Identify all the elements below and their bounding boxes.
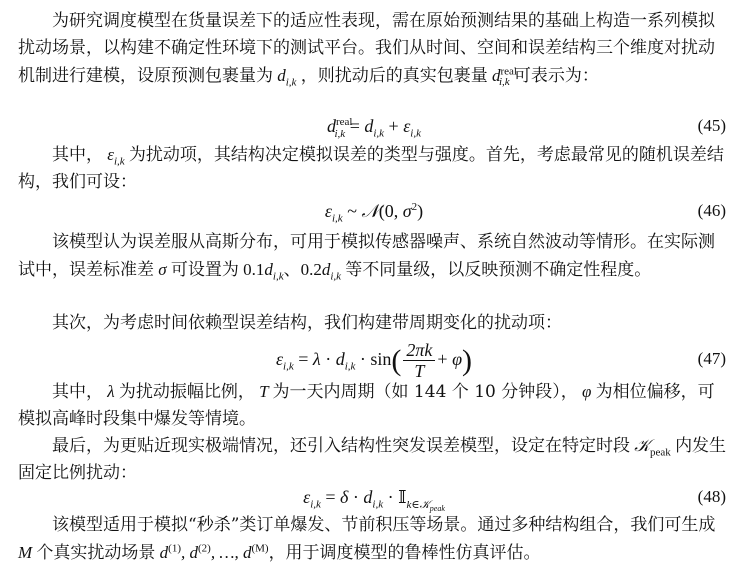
paragraph-periodic-params — [18, 378, 730, 433]
equation-48-formula: $\varepsilon_{i,k} = \delta \cdot d_{i,k}$ · 𝕀$_{k\in 𝒦_{peak}}$ — [303, 487, 445, 513]
intro-text: 为研究调度模型在货量误差下的适应性表现，需在原始预测结果的基础上构造一系列模拟扰动场景，以构建不确定性环境下的测试平台。我们从时间、空间和误差结构三个维度对扰动机制进行建模，设原预测包裹量为 — [18, 11, 715, 86]
math-T: T — [254, 382, 273, 401]
math-d-real: $d^{real}_{i,k}$ — [487, 65, 517, 89]
math-phi: φ — [577, 382, 596, 401]
p7-lead: 该模型适用于模拟“秒杀”类订单爆发、节前积压等场景。通过多种结构组合，我们可生成 — [52, 515, 716, 535]
equation-48-number: (48) — [697, 487, 726, 506]
p4-text: 其次，为考虑时间依赖型误差结构，我们构建带周期变化的扰动项： — [52, 313, 562, 333]
p5-T-desc: 为一天内周期（如 144 个 10 分钟段）， — [272, 382, 578, 402]
math-K-peak: 𝒦$_{peak}$ — [630, 436, 671, 459]
math-scenario-set: $d^{(1)}$, $d^{(2)}$, …, $d^{(M)}$ — [155, 542, 269, 562]
equation-45-number: (45) — [697, 116, 726, 135]
math-d-ik: $d_{i,k}$ — [273, 66, 297, 89]
math-epsilon-ik: $\varepsilon_{i,k}$ — [103, 145, 125, 168]
p2-lead: 其中， — [52, 145, 103, 165]
p2-body: 为扰动项，其结构决定模拟误差的类型与强度。首先，考虑最常见的随机误差结构，我们可设： — [18, 145, 724, 192]
equation-45-formula: $d^{real}_{i,k} = d_{i,k} + \varepsilon_{i,k}$ — [327, 116, 421, 140]
p6-end: 内发生固定比例扰动： — [18, 436, 727, 483]
p3-end: 等不同量级，以反映预测不确定性程度。 — [345, 260, 652, 280]
p7-end: ，用于调度模型的鲁棒性仿真评估。 — [268, 543, 541, 563]
equation-48 — [18, 480, 730, 514]
paragraph-random-error — [18, 141, 730, 196]
equation-45 — [18, 109, 730, 143]
equation-46-number: (46) — [697, 201, 726, 220]
intro-mid: ，则扰动后的真实包裹量 — [300, 66, 488, 86]
equation-47-formula: $\varepsilon_{i,k} = \lambda \cdot d_{i,k} \cdot \sin$( $\frac{2\pi k}{T}$ + φ) — [275, 340, 473, 382]
math-M: M — [18, 543, 37, 562]
paragraph-gaussian — [18, 229, 730, 284]
p7-mid: 个真实扰动场景 — [36, 543, 156, 563]
equation-47-number: (47) — [697, 349, 726, 368]
math-lambda: λ — [103, 382, 119, 401]
equation-47 — [18, 337, 730, 381]
p5-lambda-desc: 为扰动振幅比例， — [118, 382, 255, 402]
math-01d: $0.1d_{i,k}$ — [243, 260, 284, 283]
equation-46 — [18, 194, 730, 228]
equation-46-formula: $\varepsilon_{i,k}$ ~ 𝒩(0, $\sigma^2$) — [324, 201, 424, 225]
paragraph-conclusion — [18, 512, 730, 567]
p3-sep: 、 — [283, 260, 301, 280]
intro-end: 可表示为： — [513, 66, 599, 86]
math-sigma: σ — [154, 260, 171, 279]
p5-phi-desc: 为相位偏移，可模拟高峰时段集中爆发等情境。 — [18, 382, 715, 429]
p3-set: 可设置为 — [170, 260, 239, 280]
p6-lead: 最后，为更贴近现实极端情况，还引入结构性突发误差模型，设定在特定时段 — [52, 436, 630, 456]
p5-lead: 其中， — [52, 382, 103, 402]
math-02d: $0.2d_{i,k}$ — [300, 260, 342, 283]
p3-lead: 该模型认为误差服从高斯分布，可用于模拟传感器噪声、系统自然波动等情形。在实际测试中，误差标准差 — [18, 232, 715, 280]
paragraph-periodic — [18, 310, 730, 337]
paragraph-burst — [18, 432, 730, 487]
paragraph-intro — [18, 8, 730, 90]
